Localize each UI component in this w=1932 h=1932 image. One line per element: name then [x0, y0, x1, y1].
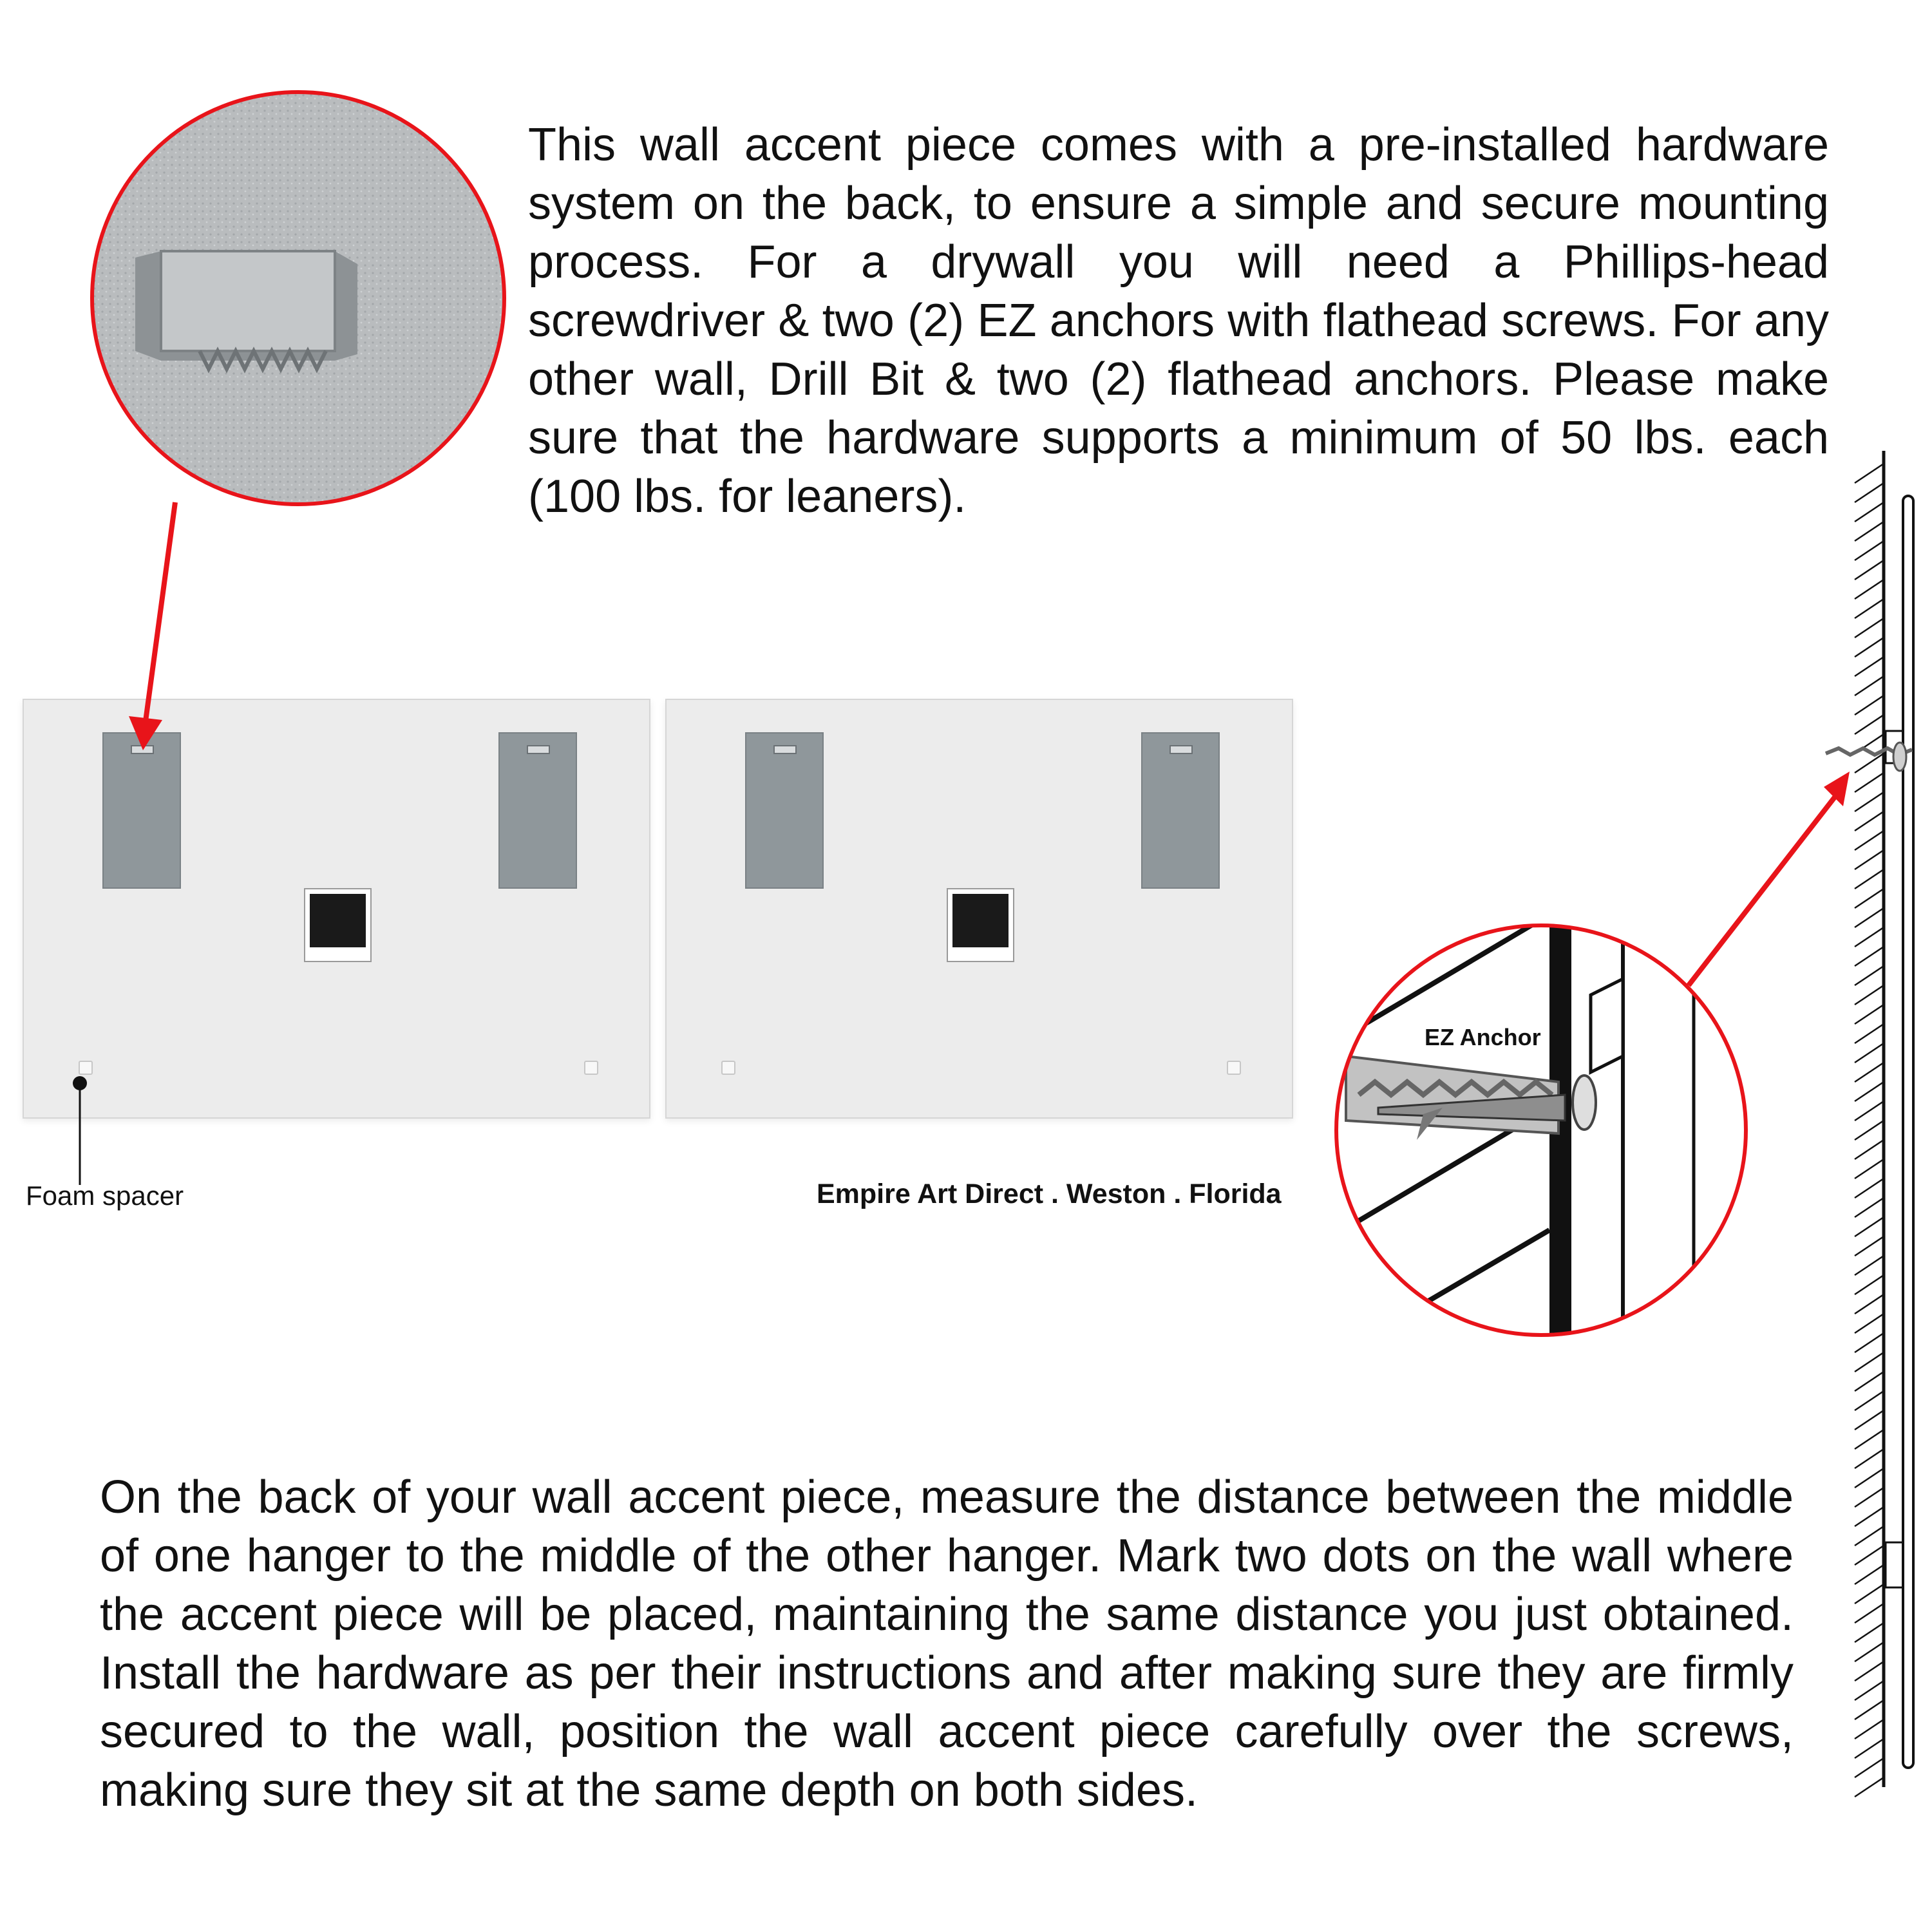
arrow-line	[146, 502, 175, 721]
anchor-detail-circle	[1311, 914, 1746, 1340]
anchor-label: EZ Anchor	[1425, 1024, 1541, 1050]
arrow-head-icon	[129, 716, 162, 750]
wall-section	[1826, 451, 1913, 1797]
brand-line: Empire Art Direct . Weston . Florida	[817, 1179, 1282, 1209]
outro-paragraph: On the back of your wall accent piece, measure the distance between the middle of one hanger to the middle of the other hanger. Mark two dots on the wall where the accent piece will be placed, maintaining the same distance you just obtained. Install the hardware as per their instructions and after making sure they are firmly secured to the wall, position the wall accent piece carefully over the screws, making sure they sit at the same depth on both sides.	[100, 1472, 1794, 1816]
intro-paragraph: This wall accent piece comes with a pre-installed hardware system on the back, to ensure a simple and secure mounting process. For a drywall you will need a Phillips-head screwdriver & two (2) EZ anchors with flathead screws. For any other wall, Drill Bit & two (2) flathead anchors. Please make sure that the hardware supports a minimum of 50 lbs. each (100 lbs. for leaners).	[528, 119, 1829, 522]
arrow-head-icon	[1824, 772, 1850, 806]
hanger-zoom-circle	[92, 92, 504, 504]
screw-icon	[1826, 743, 1912, 771]
arrow-line	[1689, 792, 1839, 985]
foam-spacer-label: Foam spacer	[26, 1180, 184, 1211]
